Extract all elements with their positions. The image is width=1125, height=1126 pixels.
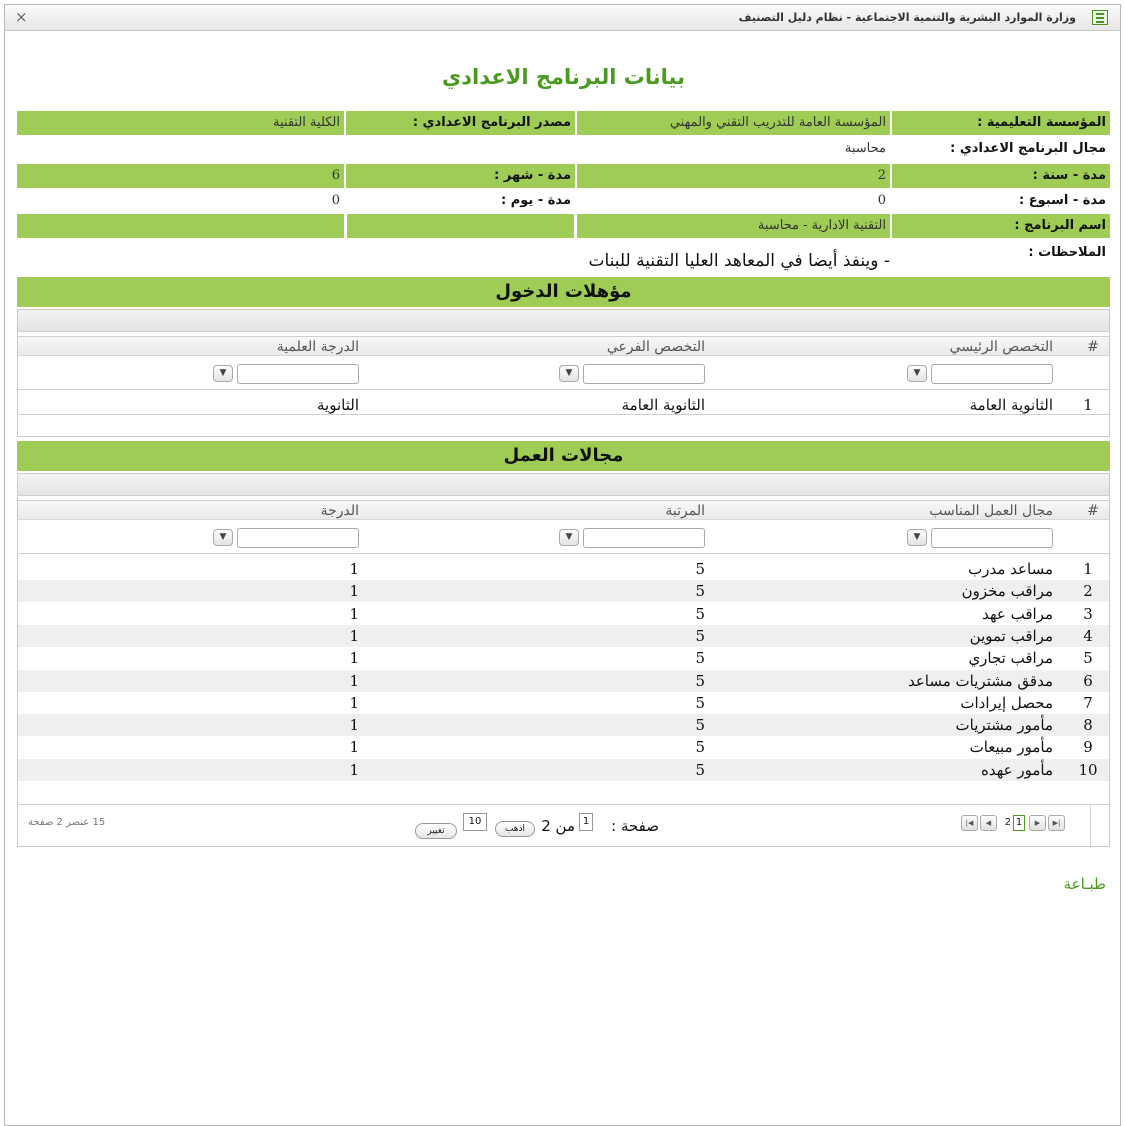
row-field: مراقب تجاري: [968, 649, 1053, 668]
page-link-1[interactable]: 1: [1013, 815, 1025, 831]
source-label: مصدر البرنامج الاعدادي :: [346, 111, 575, 135]
source-value: الكلية التقنية: [17, 111, 344, 135]
filter-rank-input[interactable]: [583, 528, 705, 548]
field-value: محاسبة: [844, 141, 886, 156]
qualifications-footer: [18, 414, 1109, 436]
pager-info: 15 عنصر 2 صفحة: [28, 817, 106, 828]
table-row[interactable]: [18, 759, 1109, 781]
filter-major-input[interactable]: [931, 364, 1053, 384]
notes-row: [17, 241, 1110, 265]
filter-icon[interactable]: ▼: [559, 529, 579, 546]
page-link-2[interactable]: 2: [1004, 817, 1011, 828]
row-degree: الثانوية: [317, 396, 359, 414]
row-field: مراقب مخزون: [961, 582, 1053, 601]
field-row: [17, 137, 1110, 161]
go-button[interactable]: اذهب: [495, 821, 535, 837]
change-button[interactable]: تغيير: [415, 823, 457, 839]
grid-toolbar: [18, 310, 1109, 332]
close-icon[interactable]: ×: [15, 8, 28, 26]
years-value: 2: [577, 164, 890, 188]
next-page-icon[interactable]: ▶: [1029, 815, 1046, 831]
grid-header-row: [18, 336, 1109, 356]
col-num: #: [1087, 339, 1099, 355]
row-rank: 5: [695, 626, 705, 645]
program-name-spacer-2: [17, 214, 344, 238]
table-row[interactable]: [18, 603, 1109, 625]
col-degree[interactable]: الدرجة العلمية: [276, 339, 359, 355]
row-num: 1: [1083, 560, 1093, 578]
filter-rank: [555, 528, 705, 550]
row-field: مأمور مشتريات: [955, 716, 1053, 735]
table-row[interactable]: [18, 670, 1109, 692]
table-row[interactable]: [18, 580, 1109, 602]
filter-major: [903, 364, 1053, 386]
row-grade: 1: [349, 649, 359, 668]
filter-sub: [555, 364, 705, 386]
filter-degree-input[interactable]: [237, 364, 359, 384]
page-of-label: من 2: [541, 817, 575, 835]
filter-field-input[interactable]: [931, 528, 1053, 548]
row-grade: 1: [349, 738, 359, 757]
row-rank: 5: [695, 760, 705, 779]
program-name-value: التقنية الادارية - محاسبة: [577, 214, 890, 238]
work-fields-header: مجالات العمل: [17, 441, 1110, 471]
row-rank: 5: [695, 693, 705, 712]
row-major: الثانوية العامة: [969, 396, 1053, 414]
institution-value: المؤسسة العامة للتدريب التقني والمهني: [577, 111, 890, 135]
row-num: 4: [1083, 626, 1093, 645]
row-num: 5: [1083, 649, 1093, 668]
program-name-spacer: [346, 214, 575, 238]
row-rank: 5: [695, 716, 705, 735]
page-title: بيانات البرنامج الاعدادي: [442, 65, 685, 89]
notes-label: الملاحظات :: [1028, 245, 1106, 260]
filter-row: [18, 522, 1109, 554]
page-size-input[interactable]: 10: [463, 813, 487, 831]
row-num: 2: [1083, 582, 1093, 601]
filter-icon[interactable]: ▼: [213, 529, 233, 546]
row-rank: 5: [695, 738, 705, 757]
days-value: 0: [331, 193, 340, 208]
pager-separator: [1090, 805, 1091, 846]
filter-row: [18, 358, 1109, 390]
col-grade[interactable]: الدرجة: [320, 503, 359, 519]
prev-page-icon[interactable]: ◀: [980, 815, 997, 831]
row-grade: 1: [349, 671, 359, 690]
filter-icon[interactable]: ▼: [213, 365, 233, 382]
print-link[interactable]: طبـاعة: [1063, 875, 1106, 893]
grid-toolbar: [18, 474, 1109, 496]
filter-degree: [209, 364, 359, 386]
notes-value: - وينفذ أيضا في المعاهد العليا التقنية للبنات: [588, 251, 890, 271]
weeks-label: مدة - اسبوع :: [1019, 193, 1106, 208]
col-field[interactable]: مجال العمل المناسب: [929, 503, 1053, 519]
col-major[interactable]: التخصص الرئيسي: [949, 339, 1053, 355]
filter-grade: [209, 528, 359, 550]
days-label: مدة - يوم :: [501, 193, 571, 208]
row-field: مساعد مدرب: [968, 560, 1053, 578]
row-rank: 5: [695, 649, 705, 668]
row-field: مأمور عهده: [981, 760, 1053, 779]
table-row[interactable]: [18, 714, 1109, 736]
months-value: 6: [17, 164, 344, 188]
document-icon: [1092, 10, 1108, 25]
row-num: 9: [1083, 738, 1093, 757]
col-num: #: [1087, 503, 1099, 519]
row-grade: 1: [349, 604, 359, 623]
filter-field: [903, 528, 1053, 550]
filter-icon[interactable]: ▼: [907, 365, 927, 382]
weeks-value: 0: [877, 193, 886, 208]
table-row[interactable]: [18, 394, 1109, 416]
window-title: وزارة الموارد البشرية والتنمية الاجتماعية - نظام دليل التصنيف: [738, 11, 1076, 24]
row-rank: 5: [695, 560, 705, 578]
title-bar: [5, 5, 1120, 31]
table-row[interactable]: [18, 625, 1109, 647]
page-number-input[interactable]: 1: [579, 813, 593, 831]
row-field: مأمور مبيعات: [969, 738, 1053, 757]
qualifications-grid: [17, 309, 1110, 437]
row-grade: 1: [349, 693, 359, 712]
row-rank: 5: [695, 582, 705, 601]
institution-row: [17, 111, 1110, 135]
col-rank[interactable]: المرتبة: [665, 503, 705, 519]
last-page-icon[interactable]: |◀: [961, 815, 978, 831]
table-row[interactable]: [18, 692, 1109, 714]
table-row[interactable]: [18, 736, 1109, 758]
row-rank: 5: [695, 671, 705, 690]
row-grade: 1: [349, 760, 359, 779]
work-fields-grid: [17, 473, 1110, 847]
institution-label: المؤسسة التعليمية :: [892, 111, 1110, 135]
dialog-window: [4, 4, 1121, 1126]
row-grade: 1: [349, 582, 359, 601]
weeks-row: [17, 189, 1110, 213]
page-label: صفحة :: [611, 817, 659, 835]
filter-grade-input[interactable]: [237, 528, 359, 548]
row-num: 10: [1078, 760, 1098, 779]
row-num: 8: [1083, 716, 1093, 735]
row-grade: 1: [349, 716, 359, 735]
qualifications-header: مؤهلات الدخول: [17, 277, 1110, 307]
row-grade: 1: [349, 626, 359, 645]
col-sub[interactable]: التخصص الفرعي: [606, 339, 705, 355]
program-name-label: اسم البرنامج :: [892, 214, 1110, 238]
row-grade: 1: [349, 560, 359, 578]
years-row: [17, 164, 1110, 188]
program-name-row: [17, 214, 1110, 238]
row-sub: الثانوية العامة: [621, 396, 705, 414]
row-num: 3: [1083, 604, 1093, 623]
months-label: مدة - شهر :: [346, 164, 575, 188]
filter-sub-input[interactable]: [583, 364, 705, 384]
row-rank: 5: [695, 604, 705, 623]
row-num: 7: [1083, 693, 1093, 712]
grid-header-row: [18, 500, 1109, 520]
pager: [18, 804, 1109, 846]
row-field: مراقب تموين: [969, 626, 1053, 645]
row-field: محصل إيرادات: [960, 693, 1053, 712]
row-field: مدقق مشتريات مساعد: [907, 671, 1053, 690]
field-label: مجال البرنامج الاعدادي :: [950, 141, 1106, 156]
table-row[interactable]: [18, 558, 1109, 580]
table-row[interactable]: [18, 647, 1109, 669]
row-num: 1: [1083, 396, 1093, 414]
first-page-icon[interactable]: ▶|: [1048, 815, 1065, 831]
row-num: 6: [1083, 671, 1093, 690]
row-field: مراقب عهد: [982, 604, 1053, 623]
filter-icon[interactable]: ▼: [907, 529, 927, 546]
filter-icon[interactable]: ▼: [559, 365, 579, 382]
years-label: مدة - سنة :: [892, 164, 1110, 188]
